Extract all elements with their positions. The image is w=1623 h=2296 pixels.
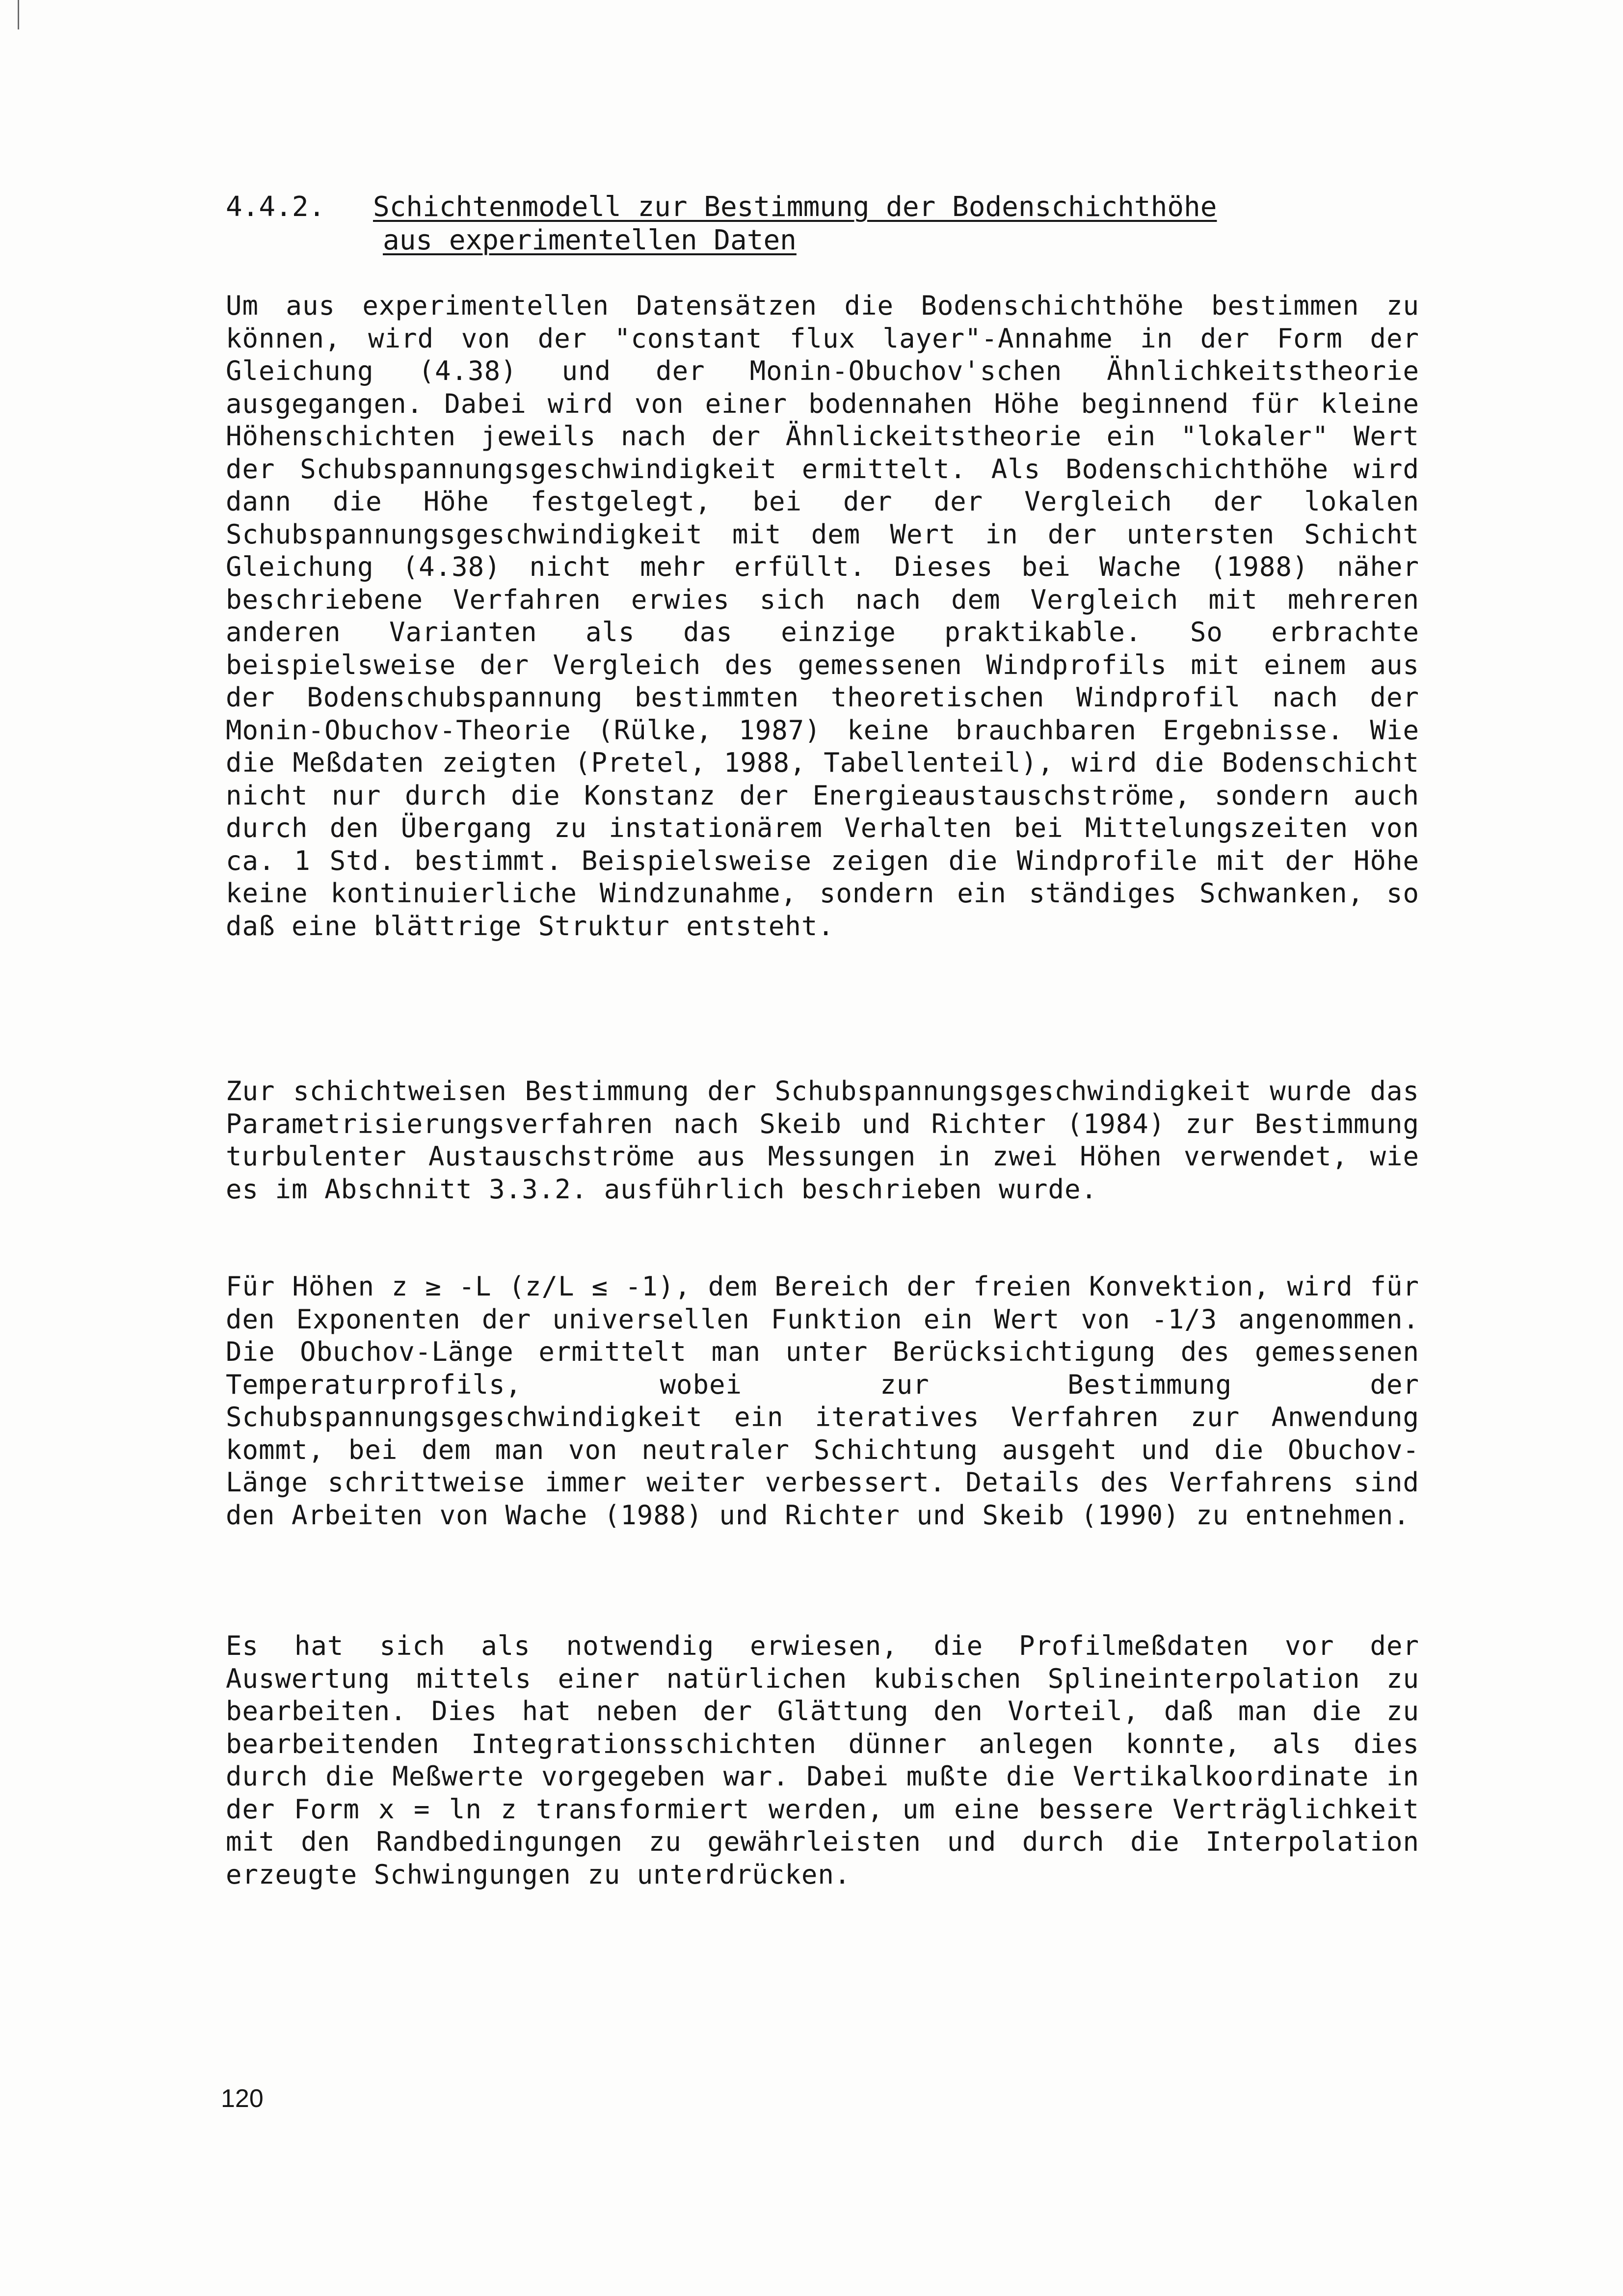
page-number: 120: [221, 2084, 264, 2113]
paragraph-3: Für Höhen z ≥ -L (z/L ≤ -1), dem Bereich der freien Konvektion, wird für den Exponenten der universellen Funktion ein Wert von -1/3 angenommen. Die Obuchov-Länge ermittelt man unter Berücksichtigung des gemessenen Temperaturprofils, wobei zur Bestimmung der Schubspannungsgeschwindigkeit ein iteratives Verfahren zur Anwendung kommt, bei dem man von neutraler Schichtung ausgeht und die Obuchov-Länge schrittweise immer weiter verbessert. Details des Verfahrens sind den Arbeiten von Wache (1988) und Richter und Skeib (1990) zu entnehmen.: [226, 1271, 1419, 1531]
section-number: 4.4.2.: [226, 191, 325, 223]
paragraph-1: Um aus experimentellen Datensätzen die Bodenschichthöhe bestimmen zu können, wird von der "constant flux layer"-Annahme in der Form der Gleichung (4.38) und der Monin-Obuchov'schen Ähnlichkeitstheorie ausgegangen. Dabei wird von einer bodennahen Höhe beginnend für kleine Höhenschichten jeweils nach der Ähnlickeitstheorie ein "lokaler" Wert der Schubspannungsgeschwindigkeit ermittelt. Als Bodenschichthöhe wird dann die Höhe festgelegt, bei der der Vergleich der lokalen Schubspannungsgeschwindigkeit mit dem Wert in der untersten Schicht Gleichung (4.38) nicht mehr erfüllt. Dieses bei Wache (1988) näher beschriebene Verfahren erwies sich nach dem Vergleich mit mehreren anderen Varianten als das einzige praktikable. So erbrachte beispielsweise der Vergleich des gemessenen Windprofils mit einem aus der Bodenschubspannung bestimmten theoretischen Windprofil nach der Monin-Obuchov-Theorie (Rülke, 1987) keine brauchbaren Ergebnisse. Wie die Meßdaten zeigten (Pretel, 1988, Tabellenteil), wird die Bodenschicht nicht nur durch die Konstanz der Energieaustauschströme, sondern auch durch den Übergang zu instationärem Verhalten bei Mittelungszeiten von ca. 1 Std. bestimmt. Beispielsweise zeigen die Windprofile mit der Höhe keine kontinuierliche Windzunahme, sondern ein ständiges Schwanken, so daß eine blättrige Struktur entsteht.: [226, 290, 1419, 942]
section-title-line1: Schichtenmodell zur Bestimmung der Bodenschichthöhe: [373, 191, 1217, 223]
paragraph-2: Zur schichtweisen Bestimmung der Schubspannungsgeschwindigkeit wurde das Parametrisierungsverfahren nach Skeib und Richter (1984) zur Bestimmung turbulenter Austauschströme aus Messungen in zwei Höhen verwendet, wie es im Abschnitt 3.3.2. ausführlich beschrieben wurde.: [226, 1076, 1419, 1205]
paragraph-4: Es hat sich als notwendig erwiesen, die Profilmeßdaten vor der Auswertung mittels einer natürlichen kubischen Splineinterpolation zu bearbeiten. Dies hat neben der Glättung den Vorteil, daß man die zu bearbeitenden Integrationsschichten dünner anlegen konnte, als dies durch die Meßwerte vorgegeben war. Dabei mußte die Vertikalkoordinate in der Form x = ln z transformiert werden, um eine bessere Verträglichkeit mit den Randbedingungen zu gewährleisten und durch die Interpolation erzeugte Schwingungen zu unterdrücken.: [226, 1630, 1419, 1890]
scan-edge-mark: [18, 0, 19, 29]
section-title-line2: aus experimentellen Daten: [383, 224, 797, 256]
section-heading: [226, 190, 1423, 257]
